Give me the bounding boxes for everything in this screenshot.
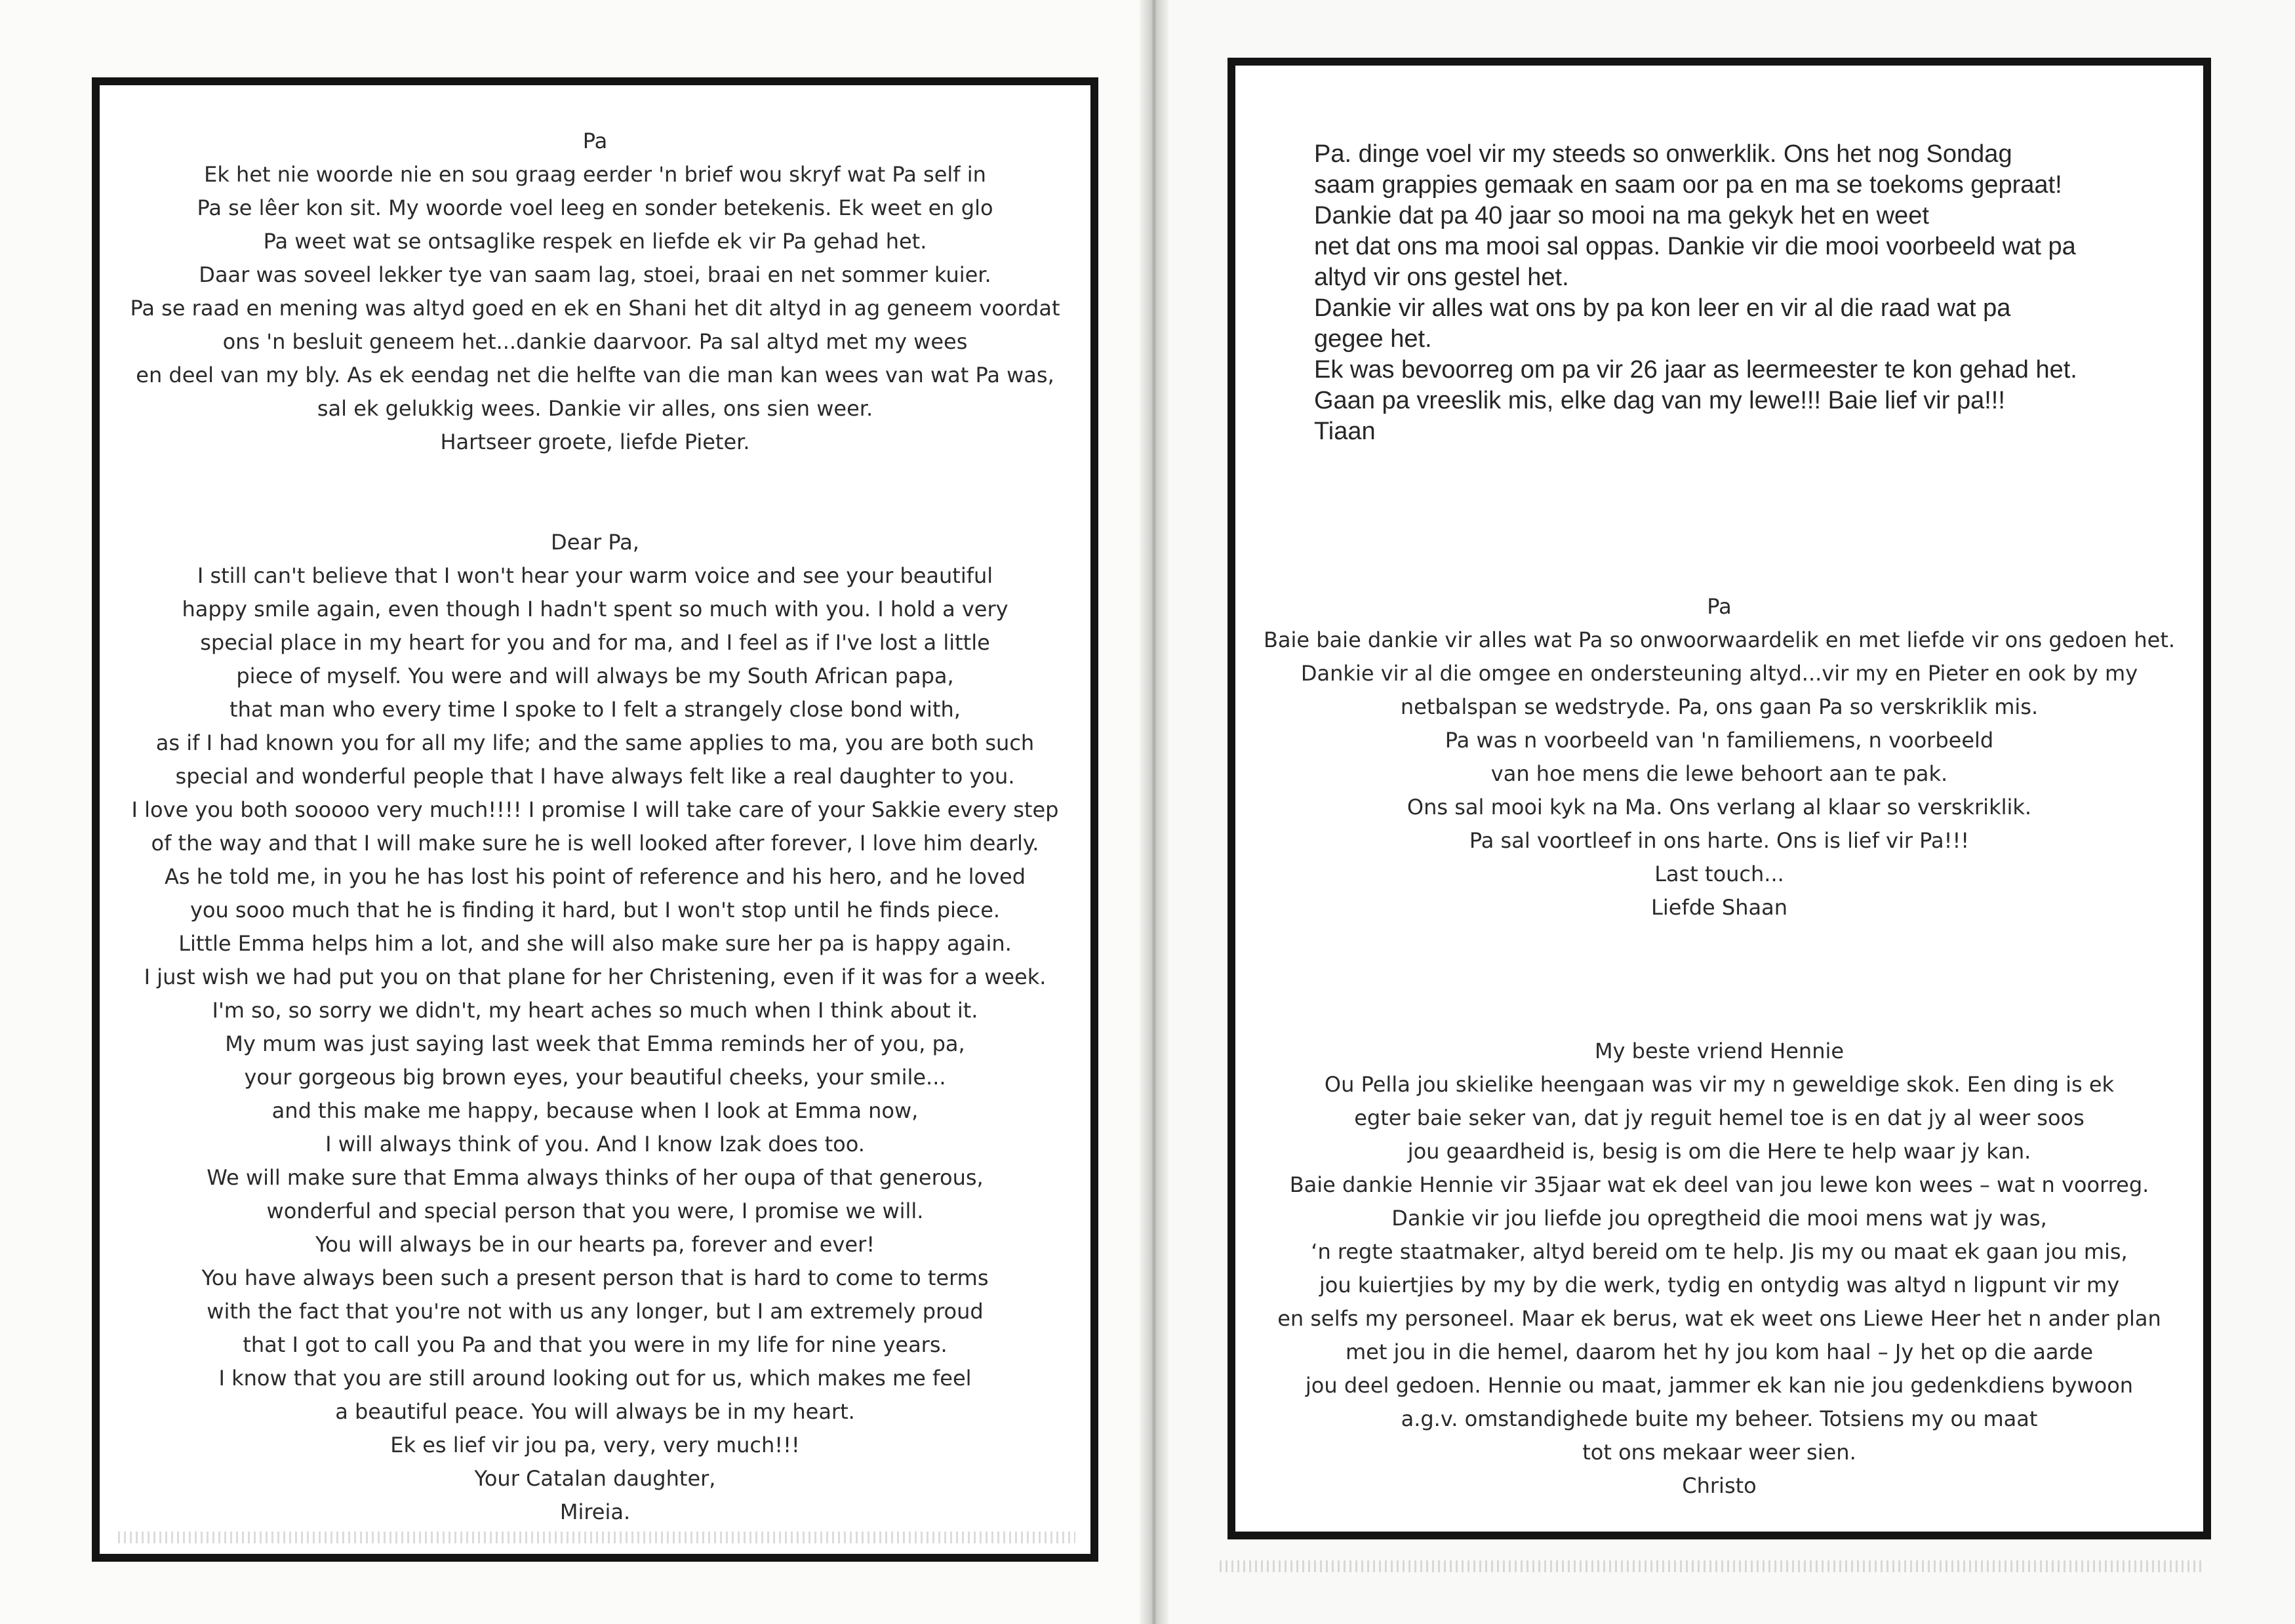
letter-line: Pa weet wat se ontsaglike respek en liefde ek vir Pa gehad het. (263, 229, 927, 254)
letter-line: as if I had known you for all my life; and the same applies to ma, you are both such (155, 730, 1035, 755)
letter-line: I love you both sooooo very much!!!! I promise I will take care of your Sakkie every step (131, 797, 1059, 822)
letter-line: Your Catalan daughter, (474, 1466, 716, 1491)
letter-line: I know that you are still around looking out for us, which makes me feel (218, 1366, 972, 1391)
letter-line: a beautiful peace. You will always be in my heart. (335, 1399, 855, 1424)
right-page (1154, 0, 2295, 1624)
letter-line: We will make sure that Emma always thinks of her oupa of that generous, (207, 1165, 984, 1190)
letter-line: Pa se lêer kon sit. My woorde voel leeg en sonder betekenis. Ek weet en glo (197, 195, 993, 220)
letter-line: Dankie dat pa 40 jaar so mooi na ma gekyk het en weet (1314, 202, 1929, 229)
letter-line: I still can't believe that I won't hear your warm voice and see your beautiful (197, 563, 993, 588)
letter-line: I just wish we had put you on that plane for her Christening, even if it was for a week. (144, 964, 1047, 989)
letter-line: with the fact that you're not with us any longer, but I am extremely proud (207, 1299, 984, 1324)
letter-line: en deel van my bly. As ek eendag net die helfte van die man kan wees van wat Pa was, (136, 363, 1054, 387)
letter-line: and this make me happy, because when I look at Emma now, (271, 1098, 919, 1123)
letter-line: that I got to call you Pa and that you were in my life for nine years. (243, 1332, 948, 1357)
letter-heading: Pa (582, 129, 608, 153)
print-shadow (118, 1532, 1075, 1543)
letter-line: I will always think of you. And I know Izak does too. (325, 1132, 865, 1157)
letter-line: your gorgeous big brown eyes, your beautiful cheeks, your smile... (244, 1065, 946, 1090)
letter-line: gegee het. (1314, 325, 1432, 353)
letter-heading: Pa (1707, 594, 1732, 619)
letter-line: Tiaan (1314, 418, 1376, 445)
letter-line: Hartseer groete, liefde Pieter. (440, 429, 750, 454)
letter-line: jou geaardheid is, besig is om die Here te help waar jy kan. (1407, 1139, 2031, 1164)
letter-line: met jou in die hemel, daarom het hy jou kom haal – Jy het op die aarde (1345, 1339, 2094, 1364)
book-gutter (1140, 0, 1168, 1624)
letter-line: You will always be in our hearts pa, forever and ever! (315, 1232, 875, 1257)
letter-heading: Dear Pa, (551, 530, 639, 555)
letter-shaan (1248, 590, 2190, 924)
letter-line: wonderful and special person that you were, I promise we will. (266, 1198, 924, 1223)
letter-line: ons 'n besluit geneem het...dankie daarvoor. Pa sal altyd met my wees (222, 329, 968, 354)
letter-body (100, 559, 1090, 1529)
letter-line: Mireia. (559, 1499, 631, 1524)
letter-pieter (100, 125, 1090, 459)
letter-line: altyd vir ons gestel het. (1314, 264, 1569, 291)
letter-line: en selfs my personeel. Maar ek berus, wat ek weet ons Liewe Heer het n ander plan (1277, 1306, 2161, 1331)
letter-line: tot ons mekaar weer sien. (1582, 1440, 1856, 1465)
letter-line: jou kuiertjies by my by die werk, tydig en ontydig was altyd n ligpunt vir my (1319, 1273, 2120, 1297)
letter-line: You have always been such a present person that is hard to come to terms (201, 1265, 989, 1290)
letter-line: Christo (1682, 1473, 1757, 1498)
letter-line: saam grappies gemaak en saam oor pa en ma se toekoms gepraat! (1314, 171, 2062, 199)
letter-mireia (100, 526, 1090, 1529)
letter-line: of the way and that I will make sure he is well looked after forever, I love him dearly. (151, 831, 1039, 856)
letter-line: Pa was n voorbeeld van 'n familiemens, n voorbeeld (1445, 728, 1994, 753)
letter-body (1235, 1068, 2203, 1503)
letter-line: netbalspan se wedstryde. Pa, ons gaan Pa so verskriklik mis. (1400, 694, 2039, 719)
letter-line: Daar was soveel lekker tye van saam lag, stoei, braai en net sommer kuier. (199, 262, 991, 287)
letter-line: Baie dankie Hennie vir 35jaar wat ek deel van jou lewe kon wees – wat n voorreg. (1289, 1172, 2149, 1197)
letter-line: Pa sal voortleef in ons harte. Ons is lief vir Pa!!! (1469, 828, 1970, 853)
letter-line: van hoe mens die lewe behoort aan te pak. (1490, 761, 1948, 786)
letter-line: Baie baie dankie vir alles wat Pa so onwoorwaardelik en met liefde vir ons gedoen het. (1263, 627, 2176, 652)
right-page-frame (1227, 58, 2211, 1539)
letter-line: I'm so, so sorry we didn't, my heart aches so much when I think about it. (212, 998, 978, 1023)
letter-line: Dankie vir jou liefde jou opregtheid die mooi mens wat jy was, (1391, 1206, 2047, 1231)
letter-heading: My beste vriend Hennie (1594, 1039, 1845, 1063)
letter-line: Liefde Shaan (1651, 895, 1787, 920)
letter-line: net dat ons ma mooi sal oppas. Dankie vir die mooi voorbeeld wat pa (1314, 233, 2076, 260)
letter-line: Ek was bevoorreg om pa vir 26 jaar as leermeester te kon gehad het. (1314, 356, 2077, 384)
letter-tiaan (1314, 139, 2077, 447)
letter-line: Dankie vir al die omgee en ondersteuning altyd...vir my en Pieter en ook by my (1300, 661, 2138, 686)
letter-christo (1235, 1035, 2203, 1503)
letter-line: egter baie seker van, dat jy reguit hemel toe is en dat jy al weer soos (1354, 1105, 2085, 1130)
letter-line: Ek het nie woorde nie en sou graag eerder 'n brief wou skryf wat Pa self in (204, 162, 986, 187)
letter-line: My mum was just saying last week that Emma reminds her of you, pa, (225, 1031, 965, 1056)
letter-line: Last touch... (1654, 862, 1784, 886)
letter-line: that man who every time I spoke to I felt a strangely close bond with, (230, 697, 961, 722)
left-page-frame (92, 77, 1098, 1562)
letter-line: Ou Pella jou skielike heengaan was vir my n geweldige skok. Een ding is ek (1324, 1072, 2115, 1097)
letter-line: Little Emma helps him a lot, and she will also make sure her pa is happy again. (178, 931, 1012, 956)
letter-line: special place in my heart for you and for ma, and I feel as if I've lost a little (200, 630, 990, 655)
letter-line: Gaan pa vreeslik mis, elke dag van my lewe!!! Baie lief vir pa!!! (1314, 387, 2005, 414)
letter-line: As he told me, in you he has lost his point of reference and his hero, and he loved (164, 864, 1026, 889)
letter-line: Ek es lief vir jou pa, very, very much!!! (390, 1433, 800, 1457)
letter-line: jou deel gedoen. Hennie ou maat, jammer ek kan nie jou gedenkdiens bywoon (1305, 1373, 2134, 1398)
letter-line: Pa. dinge voel vir my steeds so onwerklik. Ons het nog Sondag (1314, 140, 2012, 168)
letter-line: Dankie vir alles wat ons by pa kon leer en vir al die raad wat pa (1314, 294, 2011, 322)
letter-line: ‘n regte staatmaker, altyd bereid om te help. Jis my ou maat ek gaan jou mis, (1311, 1239, 2128, 1264)
letter-line: piece of myself. You were and will always be my South African papa, (236, 663, 954, 688)
letter-line: you sooo much that he is finding it hard, but I won't stop until he finds piece. (190, 898, 1001, 922)
print-shadow (1220, 1560, 2203, 1572)
letter-body (100, 158, 1090, 459)
letter-line: special and wonderful people that I have always felt like a real daughter to you. (175, 764, 1015, 789)
letter-line: a.g.v. omstandighede buite my beheer. Totsiens my ou maat (1401, 1406, 2038, 1431)
letter-line: Pa se raad en mening was altyd goed en ek en Shani het dit altyd in ag geneem voordat (130, 296, 1060, 321)
letter-line: happy smile again, even though I hadn't spent so much with you. I hold a very (182, 597, 1008, 622)
letter-body (1248, 624, 2190, 924)
letter-line: sal ek gelukkig wees. Dankie vir alles, ons sien weer. (317, 396, 873, 421)
letter-line: Ons sal mooi kyk na Ma. Ons verlang al klaar so verskriklik. (1407, 795, 2032, 820)
